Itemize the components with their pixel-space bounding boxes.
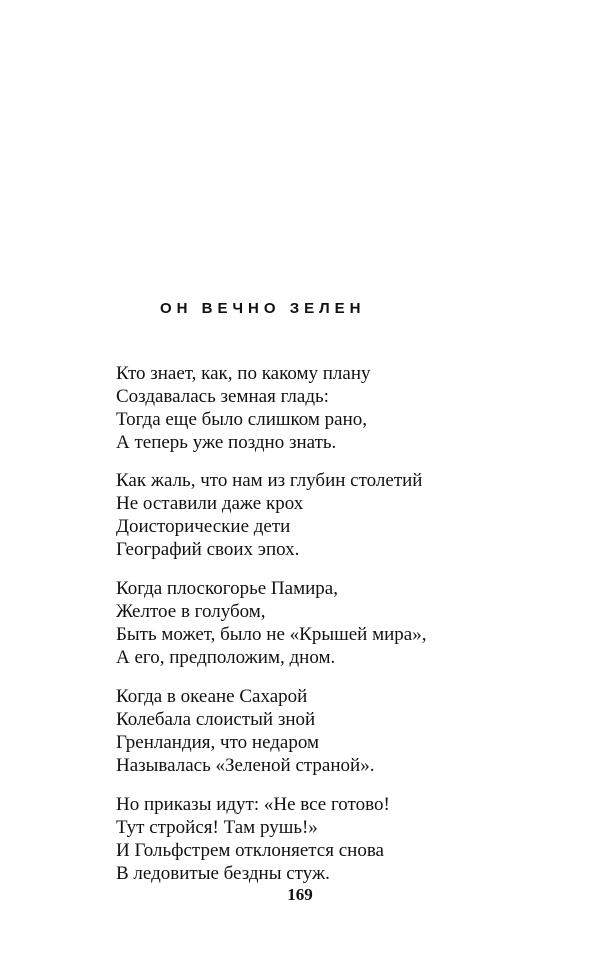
poem-line: Быть может, было не «Крышей мира», [116, 624, 427, 645]
poem-title: ОН ВЕЧНО ЗЕЛЕН [160, 300, 366, 317]
poem-line: В ледовитые бездны стуж. [116, 863, 330, 884]
stanza-5 [116, 793, 390, 885]
stanza-2 [116, 469, 422, 561]
poem-line: Колебала слоистый зной [116, 709, 316, 730]
poem-line: Создавалась земная гладь: [116, 386, 329, 407]
poem-line: Географий своих эпох. [116, 539, 300, 560]
poem-line: А теперь уже поздно знать. [116, 432, 337, 453]
poem-line: Не оставили даже крох [116, 493, 304, 514]
poem-line: Гренландия, что недаром [116, 732, 320, 753]
poem-line: Тут стройся! Там рушь!» [116, 817, 318, 838]
poem-line: Кто знает, как, по какому плану [116, 363, 371, 384]
poem-line: Доисторические дети [116, 516, 291, 537]
poem-line: Когда плоскогорье Памира, [116, 578, 338, 599]
poem-line: Как жаль, что нам из глубин столетий [116, 470, 423, 491]
poem-line: А его, предположим, дном. [116, 647, 336, 668]
poem-line: Называлась «Зеленой страной». [116, 755, 375, 776]
poem-line: Тогда еще было слишком рано, [116, 409, 368, 430]
poem-line: Желтое в голубом, [116, 601, 266, 622]
stanza-1 [116, 362, 371, 454]
poem-line: И Гольфстрем отклоняется снова [116, 840, 384, 861]
page-number: 169 [287, 885, 313, 904]
poem-line: Когда в океане Сахарой [116, 686, 308, 707]
stanza-4 [116, 685, 374, 777]
poem-line: Но приказы идут: «Не все готово! [116, 794, 390, 815]
stanza-3 [116, 577, 426, 669]
